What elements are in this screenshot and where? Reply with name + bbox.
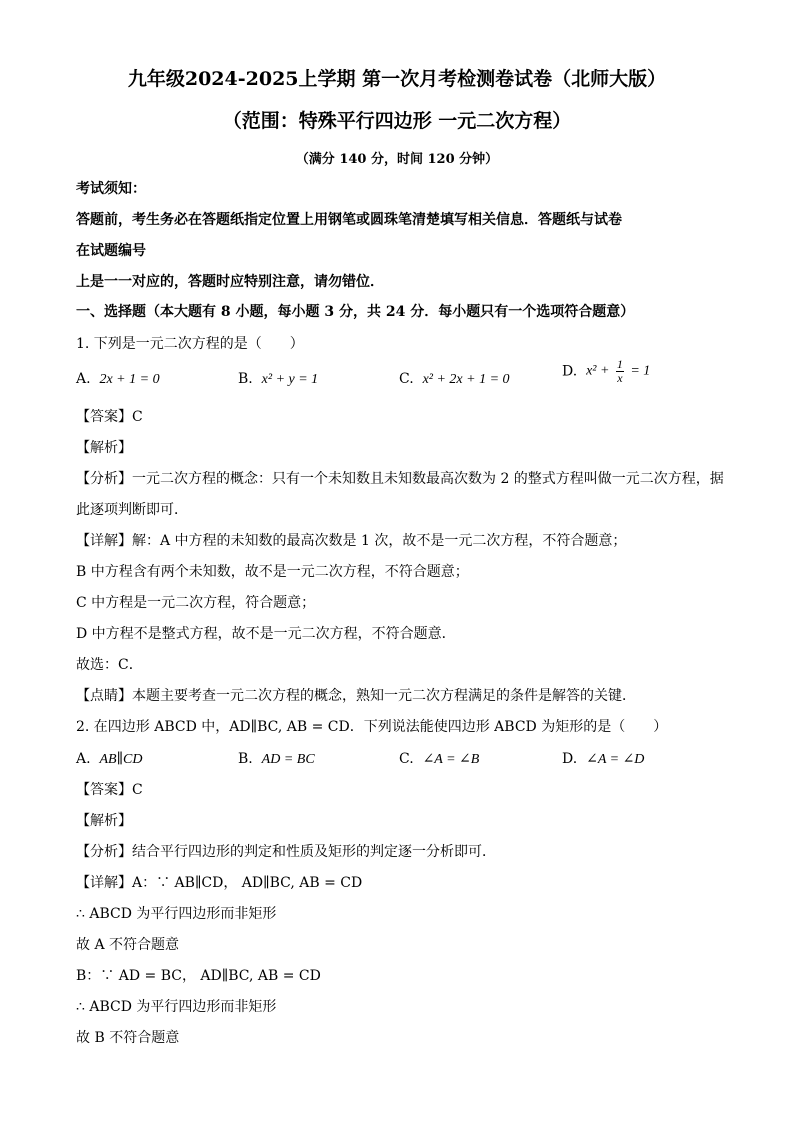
q2-answer: 【答案】C (76, 782, 143, 798)
option-b-label: B. (238, 371, 253, 387)
q1-detail-line-3: C 中方程是一元二次方程，符合题意； (76, 595, 316, 611)
option-c-label: C. (399, 371, 414, 387)
option-c-expression: ∠A = ∠B (422, 752, 480, 767)
q2-option-c (399, 750, 479, 769)
option-a-label: A. (76, 371, 91, 387)
q1-option-b (238, 370, 318, 389)
q2-detail-line-1: 【详解】A：∵ AB∥CD， AD∥BC, AB = CD (76, 875, 363, 891)
section-heading: 一、选择题（本大题有 8 小题，每小题 3 分，共 24 分．每小题只有一个选项符合题意） (76, 304, 635, 320)
q1-choice: 故选：C． (76, 657, 143, 673)
q1-analysis-label: 【解析】 (76, 440, 132, 456)
notice-line-1: 答题前，考生务必在答题纸指定位置上用钢笔或圆珠笔清楚填写相关信息．答题纸与试卷 (76, 212, 622, 228)
q2-detail-line-5: ∴ ABCD 为平行四边形而非矩形 (76, 999, 277, 1015)
score-time-info: （满分 140 分，时间 120 分钟） (295, 152, 499, 167)
option-d-expression-pre: x² + (586, 363, 610, 379)
option-c-label: C. (399, 751, 414, 767)
q2-detail-line-2: ∴ ABCD 为平行四边形而非矩形 (76, 906, 277, 922)
q1-option-a (76, 370, 160, 389)
option-b-label: B. (238, 751, 253, 767)
page-subtitle: （范围：特殊平行四边形 一元二次方程） (222, 110, 572, 132)
q2-option-b (238, 750, 315, 769)
option-a-label: A. (76, 751, 91, 767)
q2-stem: 2. 在四边形 ABCD 中，AD∥BC, AB = CD．下列说法能使四边形 ABCD 为矩形的是（ ） (76, 719, 668, 735)
q1-stem: 1. 下列是一元二次方程的是（ ） (76, 336, 304, 352)
option-d-expression: ∠A = ∠D (586, 752, 645, 767)
q1-option-d (562, 358, 650, 385)
q1-detail-line-4: D 中方程不是整式方程，故不是一元二次方程，不符合题意． (76, 626, 456, 642)
q1-fenxi-line-2: 此逐项判断即可． (76, 502, 188, 518)
notice-line-2: 在试题编号 (76, 243, 146, 259)
notice-heading: 考试须知： (76, 181, 146, 197)
option-d-expression-post: = 1 (630, 363, 651, 379)
q1-detail-line-1: 【详解】解：A 中方程的未知数的最高次数是 1 次，故不是一元二次方程，不符合题意； (76, 533, 627, 549)
q2-analysis-label: 【解析】 (76, 813, 132, 829)
notice-line-3: 上是一一对应的，答题时应特别注意，请勿错位． (76, 274, 384, 290)
q2-detail-line-3: 故 A 不符合题意 (76, 937, 180, 953)
q2-fenxi: 【分析】结合平行四边形的判定和性质及矩形的判定逐一分析即可． (76, 844, 496, 860)
q1-answer: 【答案】C (76, 409, 143, 425)
q1-option-c (399, 370, 510, 389)
option-a-expression: 2x + 1 = 0 (99, 372, 160, 387)
option-d-fraction (616, 358, 624, 385)
option-d-label: D. (562, 751, 578, 767)
q1-detail-line-2: B 中方程含有两个未知数，故不是一元二次方程，不符合题意； (76, 564, 469, 580)
option-d-label: D. (562, 363, 578, 380)
option-b-expression: x² + y = 1 (261, 372, 319, 387)
q1-fenxi-line-1: 【分析】一元二次方程的概念：只有一个未知数且未知数最高次数为 2 的整式方程叫做一元二次方程，据 (76, 471, 724, 487)
q1-comment: 【点睛】本题主要考查一元二次方程的概念，熟知一元二次方程满足的条件是解答的关键． (76, 688, 636, 704)
option-c-expression: x² + 2x + 1 = 0 (422, 372, 510, 387)
q2-option-d (562, 750, 644, 769)
page-title: 九年级2024-2025上学期 第一次月考检测卷试卷（北师大版） (127, 68, 667, 90)
q2-option-a (76, 750, 143, 769)
fraction-denominator: x (617, 371, 623, 385)
option-a-expression: AB∥CD (99, 752, 143, 767)
option-b-expression: AD = BC (261, 752, 315, 767)
q2-detail-line-6: 故 B 不符合题意 (76, 1030, 180, 1046)
fraction-numerator: 1 (616, 357, 623, 371)
q2-detail-line-4: B：∵ AD = BC， AD∥BC, AB = CD (76, 968, 321, 984)
